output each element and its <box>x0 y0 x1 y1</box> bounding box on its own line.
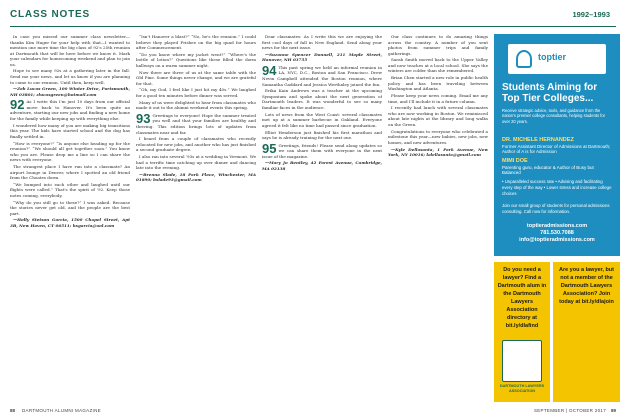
class-year-number: 92 <box>10 97 25 113</box>
ad-call-to-action: Join our small group of students for personal admissions consulting. Call now for information. <box>502 203 610 214</box>
class-year-number: 94 <box>262 62 277 78</box>
dartmouth-lawyers-ad[interactable] <box>494 262 620 402</box>
class-year-number: 95 <box>262 140 277 156</box>
toptier-logo-icon <box>516 50 532 68</box>
text-column-3 <box>262 34 382 402</box>
class-year-number: 93 <box>136 110 151 126</box>
publication-name: DARTMOUTH ALUMNI MAGAZINE <box>22 408 101 413</box>
paragraph: Our class continues to do amazing things across the country. A number of you sent photos from summer trips and family gatherings. <box>388 34 488 56</box>
paragraph: “Why do you still go to these?” I was asked. Because the stories never get old, and the people are the best part. <box>10 199 130 216</box>
paragraph: “How is everyone?” “Is anyone else heading up for the reunion?” “We should all get together soon.” You know who you are. Please drop me a line so I can share the news with everyone. <box>10 140 130 163</box>
toptier-logo-wordmark: toptier <box>538 52 566 62</box>
paragraph: Sarah Smith moved back to the Upper Valley and now teaches at a local school. She says the winters are colder than she remembered. <box>388 57 488 74</box>
class-year-heading <box>262 62 382 87</box>
paragraph: I heard from a couple of classmates who recently relocated for new jobs, and another who has just finished a second graduate degree. <box>136 136 256 153</box>
section-title: CLASS NOTES <box>10 9 90 20</box>
paragraph: The strangest place I have run into a classmate? An airport lounge in Denver, where I spotted an old friend from the Choates dorm. <box>10 163 130 181</box>
dla-find-lawyer-panel[interactable]: Do you need a lawyer? Find a Dartmouth alum in the Dartmouth Lawyers Association directory at bit.ly/dlafind <box>494 262 550 402</box>
signature: —Suzanne Spencer Donnell, 211 Maple Street, Hanover, NH 03755 <box>262 51 382 63</box>
paragraph: Erika Kain Andrews was a teacher at the upcoming Symposium and spoke about the next generation of Dartmouth leaders. It was wonderful to see so many familiar faces in the audience. <box>262 88 382 110</box>
signature: —Brenna Slade, 18 Park Place, Winchester, MA 01890; bslade93@gmail.com <box>136 171 256 183</box>
signature: —Mary Jo Bentley, 42 Forest Avenue, Cambridge, MA 02138 <box>262 160 382 171</box>
ad-email-link[interactable]: info@toptieradmissions.com <box>519 237 595 243</box>
paragraph: Lots of news from the West Coast: several classmates met up at a summer barbecue in Oakland. Everyone agreed it felt like no time had passed since graduation. <box>262 111 382 128</box>
paragraph: I recently had lunch with several classmates who are now working in Boston. We reminisced about late nights at the library and long walks on the Green. <box>388 105 488 127</box>
signature: —Kyle Dellasanta, 1 Park Avenue, New York, NY 10016; kdellasanta@gmail.com <box>388 146 488 158</box>
paragraph: Greetings, friends! Please send along updates so we can share them with everyone in the next issue of the magazine. <box>262 142 382 159</box>
paragraph: “Isn't Hanover a blast?” “No, he's the reunion.” I could believe they played Frisbee on the big quad for hours after Commencement. <box>136 34 256 51</box>
signature: —Zeb Lucas Green, 100 Winter Drive, Portsmouth, NH 03801; zlucasgreen@hotmail.com <box>10 86 130 97</box>
class-year-heading <box>10 99 130 121</box>
text-column-1 <box>10 34 130 402</box>
ad-person-title: Former Assistant Director of Admissions at Dartmouth; Author of A is for Admission <box>502 143 611 154</box>
ad-headline: Students Aiming for Top Tier Colleges... <box>502 82 598 104</box>
class-year-heading <box>262 140 382 160</box>
text-column-2 <box>136 34 256 402</box>
ad-contact <box>502 223 612 244</box>
paragraph: “We bumped into each other and laughed until our flights were called.” That's the spirit of '92. Keep those notes coming, everybody. <box>10 181 130 198</box>
ad-person-name: MIMI DOE <box>502 158 528 164</box>
toptier-logo <box>508 44 606 74</box>
paragraph: Brian Chen started a new role in public health policy and has been traveling between Washington and Atlanta. <box>388 75 488 92</box>
text-column-4 <box>388 34 488 402</box>
paragraph: Greetings to everyone! Hope the summer treated you well and that your families are healthy and thriving. This edition brings lots of updates from classmates near and far. <box>136 112 256 135</box>
ad-person-title: Parenting guru, educator & Author of Busy but Balanced <box>502 164 594 175</box>
paragraph: I also ran into several '93s at a wedding in Vermont. We had a terrific time catching up over dinner and dancing late into the evening. <box>136 154 256 171</box>
page-footer <box>10 406 616 416</box>
ad-phone: 781.530.7088 <box>540 230 574 236</box>
paragraph: I wondered how many of you are making big transitions this year. The kids have started school and the dog has finally settled in. <box>10 122 130 139</box>
paragraph: “Oh, my God, I feel like I just hit my 40s.” We laughed for a good ten minutes before dinner was served. <box>136 87 256 99</box>
page-number-left: 88 <box>10 408 16 413</box>
ad-person-2 <box>502 159 612 176</box>
class-year-heading <box>136 110 256 135</box>
paragraph: “Do you know where my jacket went?” “Where's the bottle of lotion?” Questions like these filled the dorm hallways on a warm summer night. <box>136 51 256 68</box>
ad-bullets: • Unparalleled success rate • Advising and facilitating every step of the way • Lower stress and increase college choices <box>502 179 612 196</box>
ad-website-link[interactable]: toptieradmissions.com <box>526 223 588 229</box>
issue-date: SEPTEMBER | OCTOBER 2017 <box>533 408 606 413</box>
dla-seal-caption: DARTMOUTH LAWYERS ASSOCIATION <box>499 384 545 393</box>
paragraph: Please keep your news coming. Email me any time, and I'll include it in a future column. <box>388 93 488 104</box>
paragraph: In case you missed our summer class newsletter—thanks Kim Hager for your help with that—I wanted to mention one more time the big class of 92's 25th reunion at Dartmouth that will be here before we know it. Mark your calendars for homecoming weekend and plan to join us. <box>10 34 130 67</box>
ad-person-name: DR. MICHELE HERNANDEZ <box>502 137 574 143</box>
paragraph: This past spring we held an informal reunion in LA, NYC, D.C., Boston and San Francisco. Drew Nevin Campbell attended the Boston reunion, where Samantha Gaddard and Jessica Werthaley joined the fun. <box>262 64 382 87</box>
class-years: 1992–1993 <box>572 10 610 19</box>
ad-pitch: Receive strategic advice, tools, and guidance from the nation's premier college consultants, helping students for over 20 years. <box>502 108 605 124</box>
page-header <box>10 7 616 27</box>
paragraph: Elliot Henderson just finished his first marathon and says he is already training for the next one. <box>262 129 382 141</box>
paragraph: Congratulations to everyone who celebrated a milestone this year—new babies, new jobs, new homes, and new adventures. <box>388 128 488 145</box>
ad-person-1 <box>502 138 612 155</box>
paragraph: Dear classmates: As I write this we are enjoying the first cool days of fall in New England. Send along your news for the next issue. <box>262 34 382 51</box>
signature: —Holly Stetson Garcia, 1500 Chapel Street, Apt 3B, New Haven, CT 06511; hsgarcia@aol.com <box>10 217 130 228</box>
paragraph: Hope to see many 92s at a gathering later in the fall. Send me your news, and let us know if you are planning to come to our reunion. Until then, keep well. <box>10 68 130 85</box>
paragraph: As I write this I'm just 10 days from our official move back to Hanover. It's been quite an adventure, starting our new jobs and finding a new home for the family while keeping up with everything else. <box>10 99 130 122</box>
page-number-right: 89 <box>610 408 616 413</box>
toptier-advertisement[interactable] <box>494 34 620 256</box>
dla-join-panel[interactable]: Are you a lawyer, but not a member of the Dartmouth Lawyers Association? Join today at bit.ly/dlajoin <box>553 262 620 402</box>
dla-seal-icon <box>502 340 542 382</box>
paragraph: Many of us were delighted to hear from classmates who made it out to the alumni weekend events this spring. <box>136 99 256 111</box>
paragraph: Now there are three of us at the same table with the Old Pine. Some things never change, and we are grateful for that. <box>136 69 256 86</box>
